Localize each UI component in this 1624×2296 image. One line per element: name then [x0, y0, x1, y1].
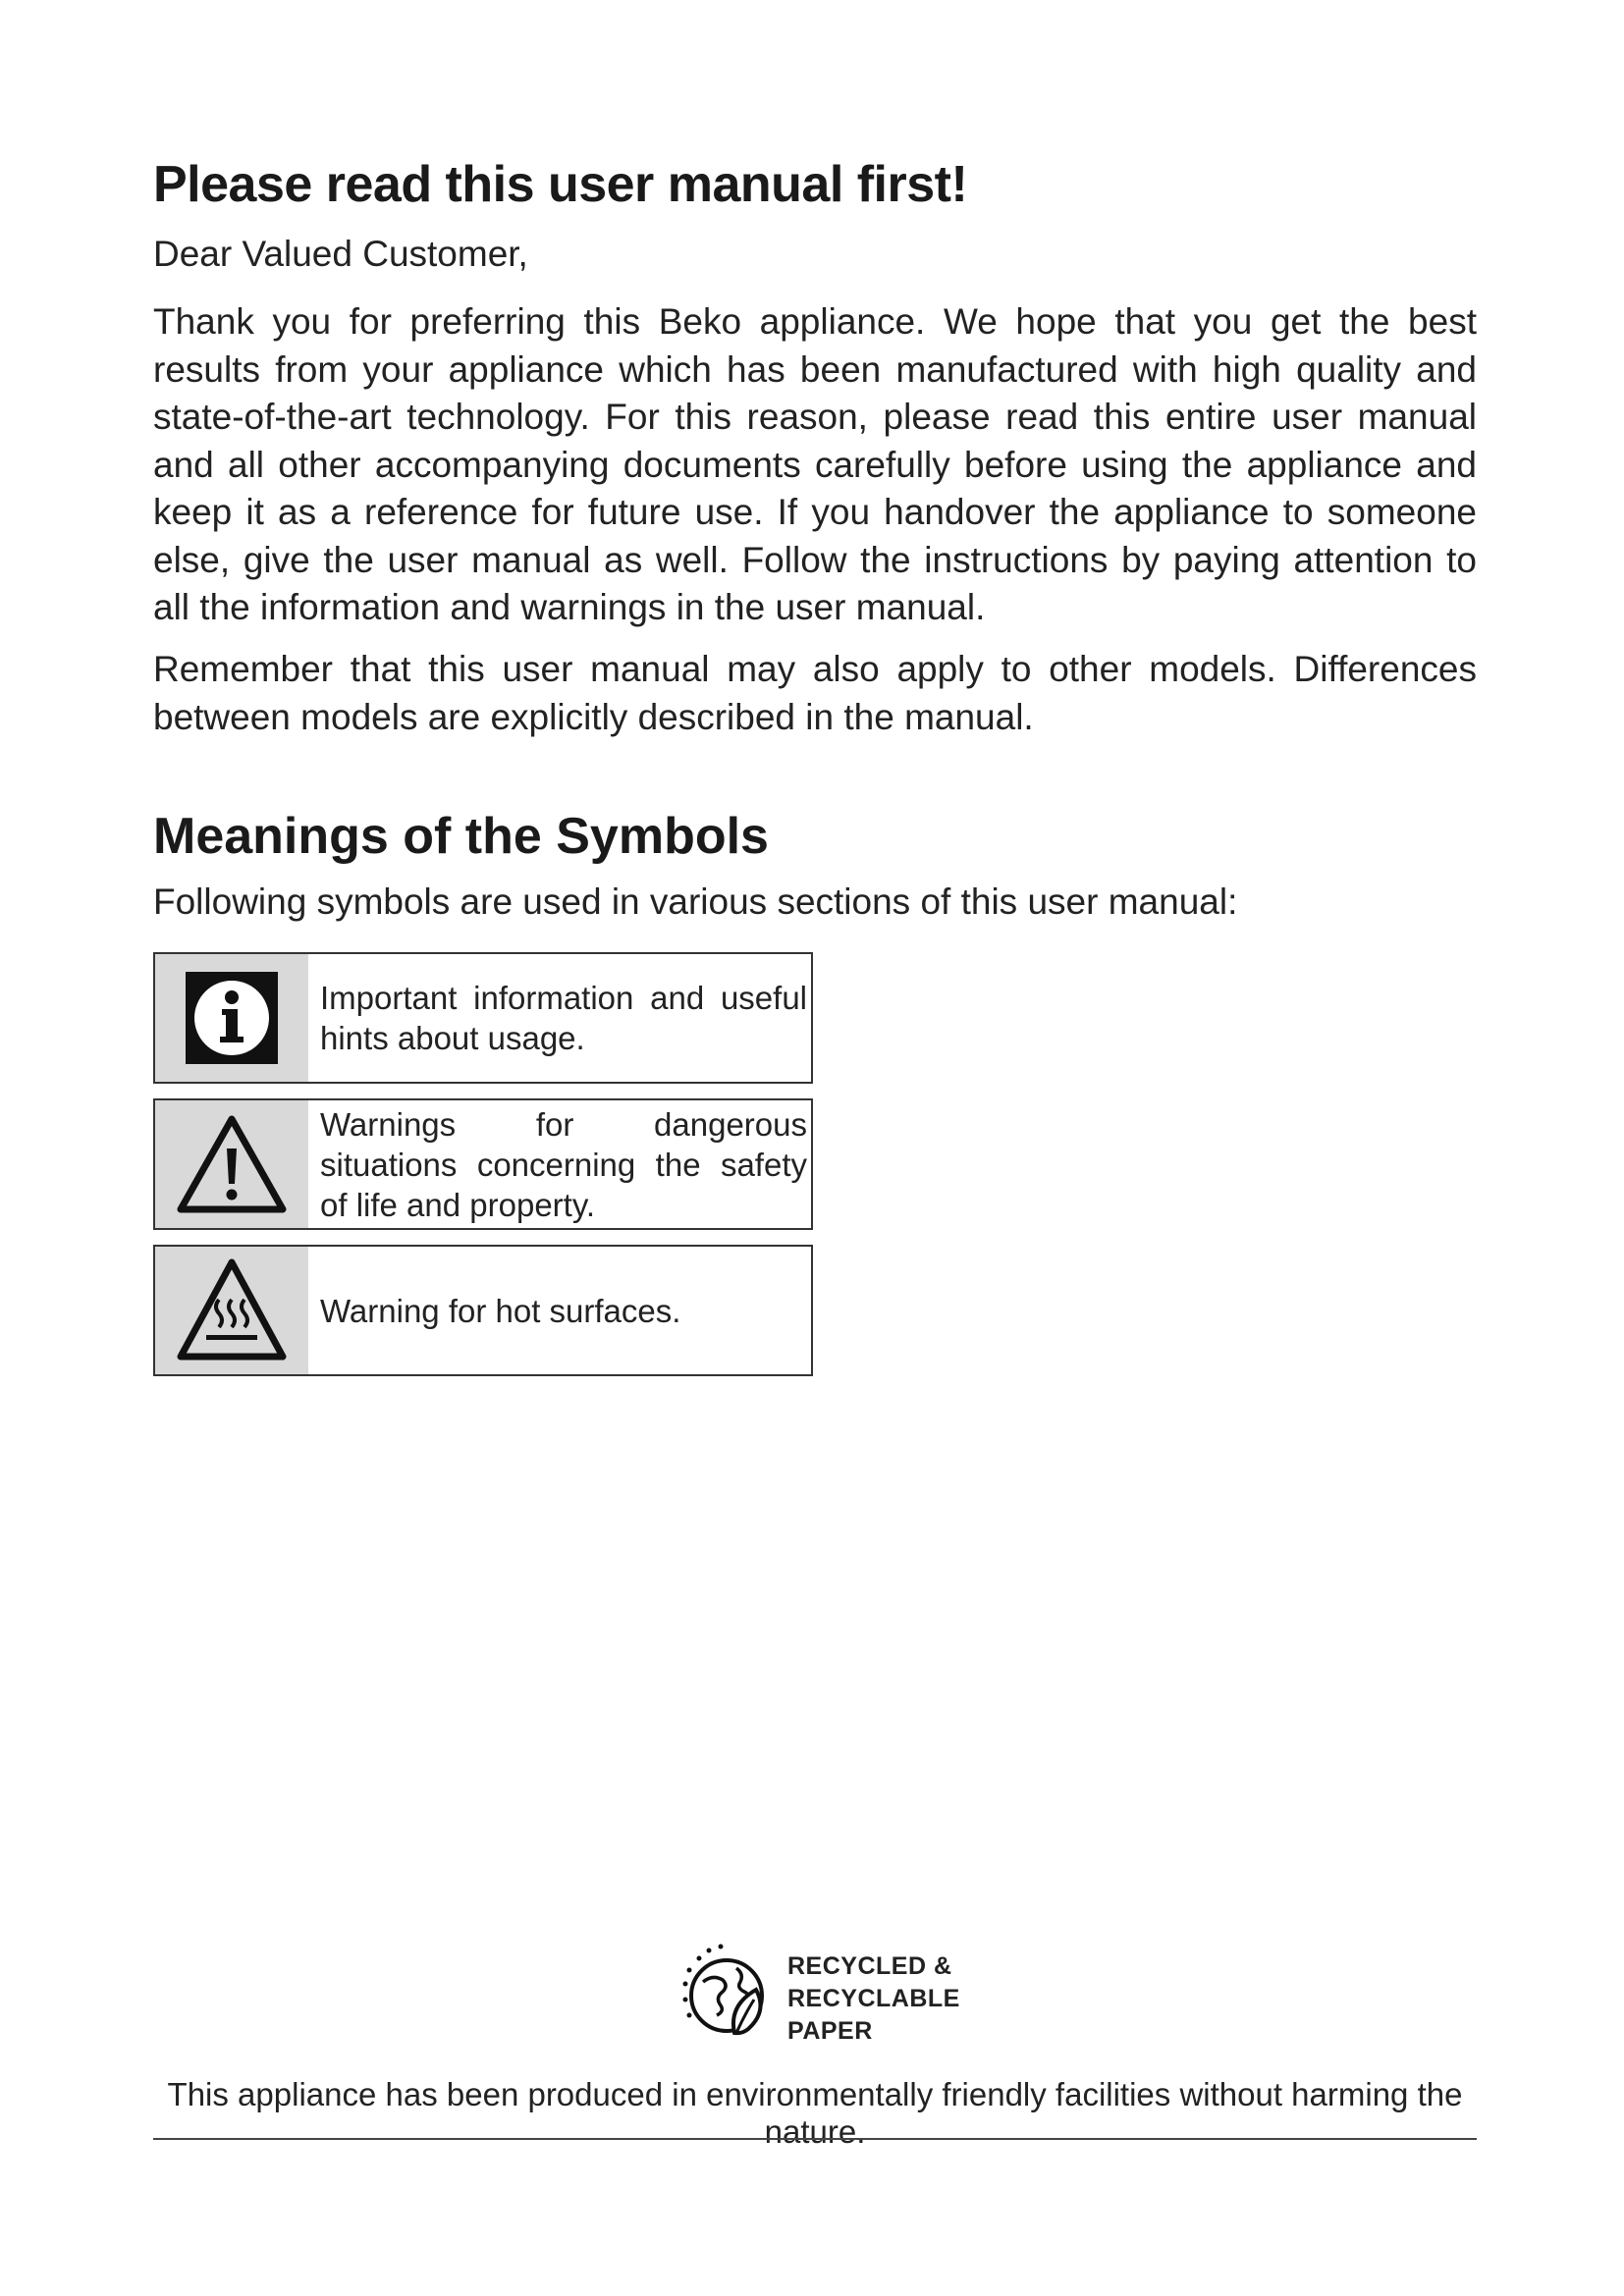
recycle-leaf-icon: [677, 1939, 780, 2051]
symbol-text-info: Important information and useful hints about usage.: [320, 980, 807, 1056]
hot-surface-icon: [155, 1247, 308, 1374]
info-icon: [155, 954, 308, 1082]
footer-divider: [153, 2138, 1477, 2140]
symbols-heading: Meanings of the Symbols: [153, 808, 769, 865]
salutation: Dear Valued Customer,: [153, 234, 528, 274]
symbol-text-warning: Warnings for dangerous situations concerning the safety of life and property.: [320, 1106, 807, 1223]
symbol-text-hot-surface: Warning for hot surfaces.: [320, 1292, 681, 1329]
intro-paragraph: Thank you for preferring this Beko appliance. We hope that you get the best results from your appliance which has been manufactured with high quality and state-of-the-art technology. For this reason, please read this entire user manual and all other accompanying documents carefully before using the appliance and keep it as a reference for future use. If you handover the appliance to someone else, give the user manual as well. Follow the instructions by paying attention to all the information and warnings in the user manual.: [153, 301, 1477, 627]
recycled-paper-badge: [677, 1939, 972, 2056]
symbol-row-info: [153, 952, 813, 1084]
recycle-label-line3: PAPER: [787, 2017, 873, 2045]
page-title: Please read this user manual first!: [153, 156, 968, 213]
symbols-intro: Following symbols are used in various sections of this user manual:: [153, 881, 1238, 922]
symbol-row-hot-surface: [153, 1245, 813, 1376]
recycle-label-line1: RECYCLED &: [787, 1952, 952, 1980]
warning-icon: [155, 1100, 308, 1228]
footer-note: This appliance has been produced in environmentally friendly facilities without harming the nature.: [167, 2076, 1463, 2150]
models-paragraph: Remember that this user manual may also apply to other models. Differences between models are explicitly described in the manual.: [153, 649, 1477, 737]
manual-page: [153, 0, 1477, 2296]
symbol-row-warning: [153, 1098, 813, 1230]
recycle-label-line2: RECYCLABLE: [787, 1985, 960, 2012]
